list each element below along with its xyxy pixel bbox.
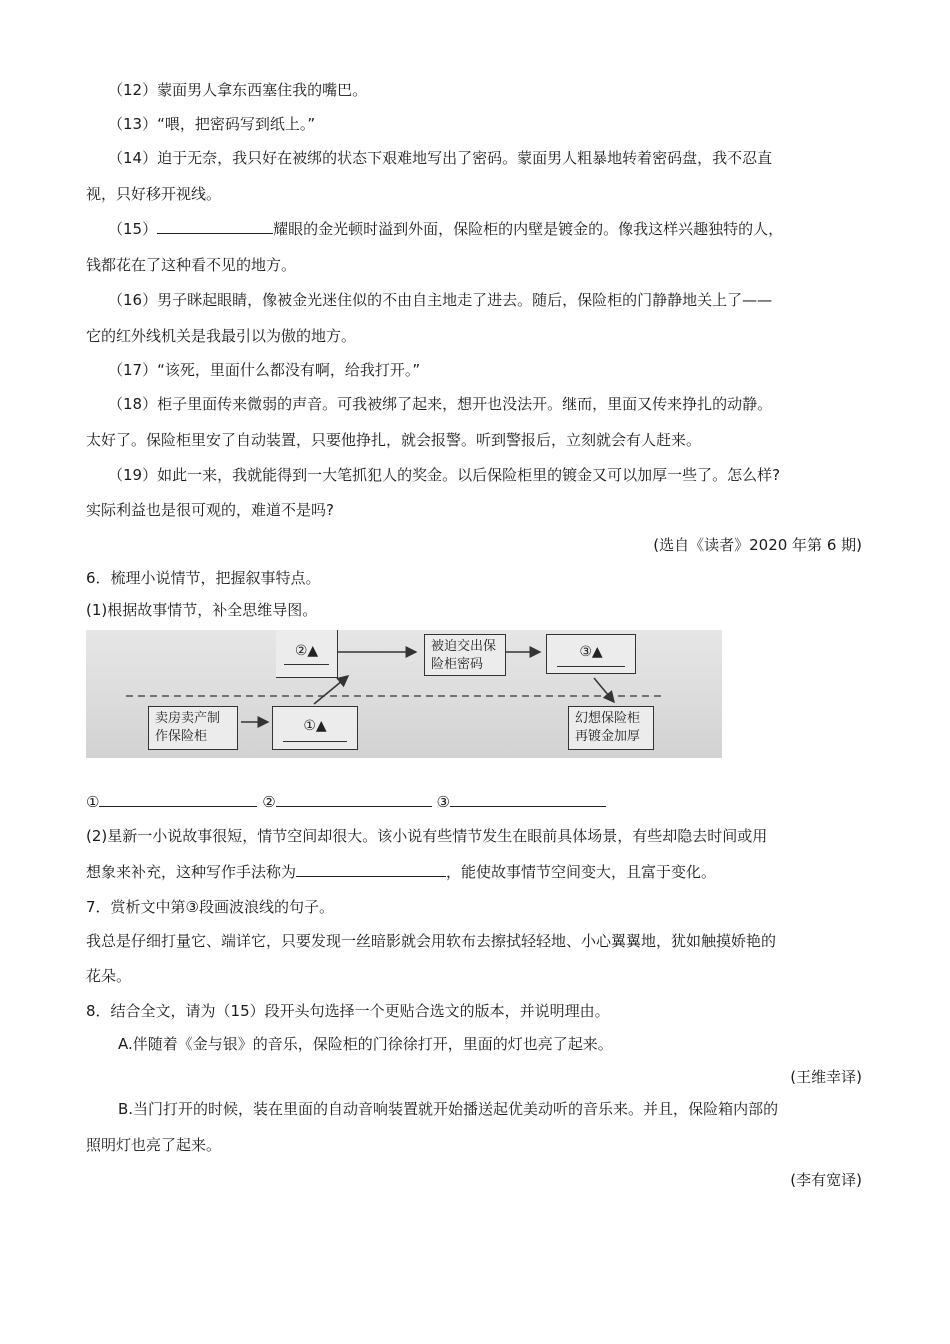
mind-map-box-1-label: ①▲ <box>303 718 327 734</box>
q6-answer-blanks <box>86 792 606 812</box>
paragraph-13: （13）“喂，把密码写到纸上。” <box>108 115 316 133</box>
paragraph-19-line1: （19）如此一来，我就能得到一大笔抓犯人的奖金。以后保险柜里的镀金又可以加厚一些了。怎么样? <box>108 466 781 484</box>
blank-2-label: ② <box>262 793 276 811</box>
q8-option-a: A.伴随着《金与银》的音乐，保险柜的门徐徐打开，里面的灯也亮了起来。 <box>118 1035 613 1053</box>
paragraph-19-line2: 实际利益也是很可观的，难道不是吗? <box>86 501 334 519</box>
mind-map-box-fantasy: 幻想保险柜 再镀金加厚 <box>568 706 654 750</box>
q6-sub2-blank[interactable] <box>296 862 446 877</box>
paragraph-14-line2: 视，只好移开视线。 <box>86 185 222 203</box>
mind-map-box-3-label: ③▲ <box>579 644 603 660</box>
q6-sub2-text-a: 想象来补充，这种写作手法称为 <box>86 863 297 881</box>
paragraph-16-line2: 它的红外线机关是我最引以为傲的地方。 <box>86 327 357 345</box>
mind-map-box-1 <box>272 706 358 750</box>
q8-option-b-line2: 照明灯也亮了起来。 <box>86 1136 222 1154</box>
paragraph-17: （17）“该死，里面什么都没有啊，给我打开。” <box>108 361 421 379</box>
mind-map-box-sell-house: 卖房卖产制 作保险柜 <box>148 706 238 750</box>
source-citation: (选自《读者》2020 年第 6 期) <box>653 536 862 554</box>
mind-map-box-3 <box>546 634 636 674</box>
blank-1-label: ① <box>86 793 100 811</box>
blank-2-input[interactable] <box>276 792 432 807</box>
q6-sub2-line2 <box>86 862 716 882</box>
paragraph-16-line1: （16）男子眯起眼睛，像被金光迷住似的不由自主地走了进去。随后，保险柜的门静静地关上了—— <box>108 291 773 309</box>
q7-quote-line2: 花朵。 <box>86 967 132 985</box>
mind-map-box-2 <box>276 630 338 678</box>
q8-option-b-line1: B.当门打开的时候，装在里面的自动音响装置就开始播送起优美动听的音乐来。并且，保险箱内部的 <box>118 1100 779 1118</box>
paragraph-15-blank[interactable] <box>157 219 273 234</box>
blank-1-input[interactable] <box>99 792 257 807</box>
blank-3-label: ③ <box>436 793 450 811</box>
paragraph-15-line1 <box>108 219 783 239</box>
paragraph-15-line2: 钱都花在了这种看不见的地方。 <box>86 256 297 274</box>
paragraph-14-line1: （14）迫于无奈，我只好在被绑的状态下艰难地写出了密码。蒙面男人粗暴地转着密码盘，我不忍直 <box>108 149 773 167</box>
q8-option-a-credit: (王维幸译) <box>790 1068 862 1086</box>
paragraph-18-line1: （18）柜子里面传来微弱的声音。可我被绑了起来，想开也没法开。继而，里面又传来挣扎的动静。 <box>108 395 773 413</box>
q8-title: 8．结合全文，请为（15）段开头句选择一个更贴合选文的版本，并说明理由。 <box>86 1002 610 1020</box>
paragraph-15-prefix: （15） <box>108 220 158 238</box>
q7-title: 7．赏析文中第③段画波浪线的句子。 <box>86 898 334 916</box>
q6-sub1: (1)根据故事情节，补全思维导图。 <box>86 601 318 619</box>
q6-sub2-line1: (2)星新一小说故事很短，情节空间却很大。该小说有些情节发生在眼前具体场景，有些却隐去时间或用 <box>86 827 768 845</box>
q6-title: 6．梳理小说情节，把握叙事特点。 <box>86 569 321 587</box>
q7-quote-line1: 我总是仔细打量它、端详它，只要发现一丝暗影就会用软布去擦拭轻轻地、小心翼翼地，犹如触摸娇艳的 <box>86 932 777 950</box>
mind-map-box-2-label: ②▲ <box>294 643 319 659</box>
q6-sub2-text-b: ，能使故事情节空间变大，且富于变化。 <box>446 863 717 881</box>
paragraph-18-line2: 太好了。保险柜里安了自动装置，只要他挣扎，就会报警。听到警报后，立刻就会有人赶来。 <box>86 431 702 449</box>
mind-map-image <box>86 630 722 758</box>
blank-3-input[interactable] <box>450 792 606 807</box>
paragraph-12: （12）蒙面男人拿东西塞住我的嘴巴。 <box>108 81 368 99</box>
q8-option-b-credit: (李有宽译) <box>790 1171 862 1189</box>
paragraph-15-text: 耀眼的金光顿时溢到外面，保险柜的内壁是镀金的。像我这样兴趣独特的人， <box>273 220 784 238</box>
mind-map-box-forced-password: 被迫交出保 险柜密码 <box>424 634 506 676</box>
